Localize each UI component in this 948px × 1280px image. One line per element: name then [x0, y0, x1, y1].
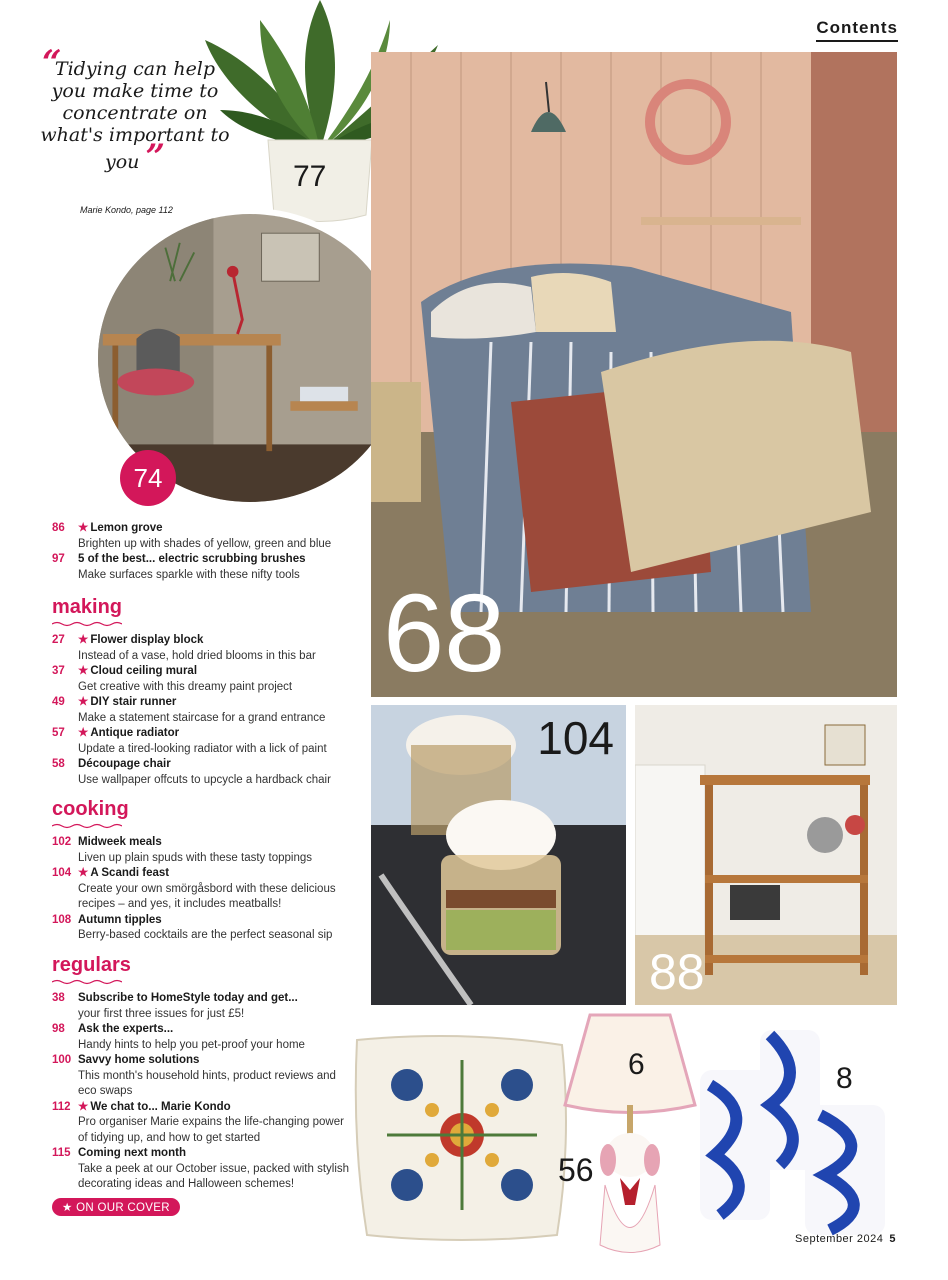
pull-quote-text: Tidying can help you make time to concentrate on what's important to you: [40, 58, 230, 173]
section-title: making: [52, 596, 123, 618]
list-item[interactable]: [52, 521, 352, 552]
embroidered-cushion-photo: [352, 1030, 572, 1245]
quote-attribution: Marie Kondo, page 112: [80, 205, 173, 215]
kitchen-page-number: 88: [649, 944, 705, 1000]
blue-vases-photo: [690, 1025, 900, 1240]
entry-title: Coming next month: [78, 1147, 186, 1159]
squiggle-divider-icon: [52, 979, 122, 985]
dessert-page-number: 104: [537, 712, 614, 764]
entry-title: Cloud ceiling mural: [90, 665, 198, 677]
entry-desc: Make surfaces sparkle with these nifty tools: [78, 568, 300, 581]
list-item[interactable]: [52, 633, 352, 664]
list-item[interactable]: [52, 1053, 352, 1100]
entry-page: 98: [52, 1023, 65, 1035]
open-quote-mark-icon: “: [42, 43, 62, 83]
entry-desc: Update a tired-looking radiator with a lick of paint: [78, 742, 327, 755]
entry-page: 86: [52, 522, 65, 534]
entry-page: 108: [52, 913, 72, 926]
entry-title: DIY stair runner: [90, 696, 177, 708]
entry-page: 38: [52, 992, 65, 1004]
list-item[interactable]: [52, 991, 352, 1022]
list-item[interactable]: [52, 695, 352, 726]
cover-star-icon: ★: [78, 522, 89, 534]
list-item[interactable]: [52, 726, 352, 757]
plant-page-number: 77: [293, 160, 327, 193]
close-quote-mark-icon: ”: [145, 137, 166, 177]
entry-title: 5 of the best... electric scrubbing brushes: [78, 553, 306, 565]
entry-page: 27: [52, 634, 65, 646]
cooking-section: [52, 792, 352, 944]
entry-title: Lemon grove: [90, 522, 163, 534]
entry-desc: Get creative with this dreamy paint project: [78, 680, 293, 693]
section-title: cooking: [52, 798, 129, 820]
cushion-page-number: 56: [558, 1152, 594, 1188]
list-item[interactable]: [52, 1100, 352, 1147]
entry-desc: Use wallpaper offcuts to upcycle a hardback chair: [78, 773, 331, 786]
cover-star-icon: ★: [62, 1202, 73, 1214]
on-our-cover-badge: [52, 1198, 180, 1216]
entry-desc: Berry-based cocktails are the perfect seasonal sip: [78, 929, 333, 941]
list-item[interactable]: [52, 835, 352, 866]
entry-page: 102: [52, 836, 72, 848]
contents-heading: Contents: [816, 18, 898, 42]
bedroom-photo: [371, 52, 897, 697]
entry-page: 97: [52, 553, 65, 565]
list-item[interactable]: [52, 866, 352, 913]
entry-title: Antique radiator: [90, 727, 180, 739]
desk-page-badge: 74: [120, 450, 176, 506]
entry-title: Flower display block: [90, 634, 204, 646]
squiggle-divider-icon: [52, 823, 122, 829]
entry-desc: This month's household hints, product reviews and eco swaps: [78, 1069, 336, 1097]
entry-desc: Instead of a vase, hold dried blooms in this bar: [78, 649, 316, 662]
entry-page: 57: [52, 727, 65, 739]
entry-page: 112: [52, 1100, 71, 1113]
dessert-photo: [371, 705, 626, 1005]
cover-star-icon: ★: [78, 665, 89, 677]
entry-page: 49: [52, 696, 65, 708]
entry-title: Autumn tipples: [78, 913, 162, 926]
list-item[interactable]: [52, 1146, 352, 1193]
entry-title: A Scandi feast: [90, 867, 170, 879]
entry-title: Savvy home solutions: [78, 1054, 200, 1066]
entry-desc: Take a peek at our October issue, packed with stylish decorating ideas and Halloween schemes!: [78, 1162, 350, 1190]
regulars-section: [52, 948, 352, 1193]
list-item[interactable]: [52, 552, 352, 583]
squiggle-divider-icon: [52, 621, 122, 627]
cover-star-icon: ★: [78, 1100, 89, 1113]
section-title: regulars: [52, 954, 131, 976]
list-item[interactable]: [52, 664, 352, 695]
cover-star-icon: ★: [78, 634, 89, 646]
entry-page: 37: [52, 665, 65, 677]
entry-page: 115: [52, 1147, 71, 1159]
entry-title: We chat to... Marie Kondo: [90, 1100, 231, 1113]
entry-desc: Create your own smörgåsbord with these delicious recipes – and yes, it includes meatballs!: [78, 882, 336, 910]
page-footer: [795, 1233, 896, 1245]
entry-desc: your first three issues for just £5!: [78, 1007, 245, 1020]
list-item[interactable]: [52, 1022, 352, 1053]
bedroom-page-number: 68: [383, 572, 506, 695]
entry-page: 58: [52, 758, 65, 770]
page-number: 5: [889, 1233, 896, 1245]
list-item[interactable]: [52, 757, 352, 788]
entry-page: 104: [52, 867, 72, 879]
issue-date: September 2024: [795, 1233, 884, 1245]
making-section: [52, 590, 352, 788]
entry-desc: Brighten up with shades of yellow, green and blue: [78, 537, 332, 550]
entry-title: Découpage chair: [78, 758, 171, 770]
cover-star-icon: ★: [78, 696, 89, 708]
kitchen-trolley-photo: [635, 705, 897, 1005]
intro-list: [52, 521, 352, 583]
cover-badge-label: ON OUR COVER: [76, 1202, 170, 1214]
entry-desc: Pro organiser Marie expains the life-changing power of tidying up, and how to get started: [78, 1116, 344, 1144]
entry-title: Midweek meals: [78, 836, 162, 848]
cover-star-icon: ★: [78, 727, 89, 739]
entry-desc: Liven up plain spuds with these tasty toppings: [78, 851, 312, 864]
list-item[interactable]: [52, 913, 352, 944]
entry-page: 100: [52, 1054, 72, 1066]
vases-page-number: 8: [836, 1062, 853, 1095]
entry-title: Ask the experts...: [78, 1023, 174, 1035]
entry-desc: Handy hints to help you pet-proof your home: [78, 1038, 305, 1051]
entry-title: Subscribe to HomeStyle today and get...: [78, 992, 298, 1004]
entry-desc: Make a statement staircase for a grand entrance: [78, 711, 326, 724]
lamp-page-number: 6: [628, 1048, 645, 1081]
cover-star-icon: ★: [78, 867, 89, 879]
